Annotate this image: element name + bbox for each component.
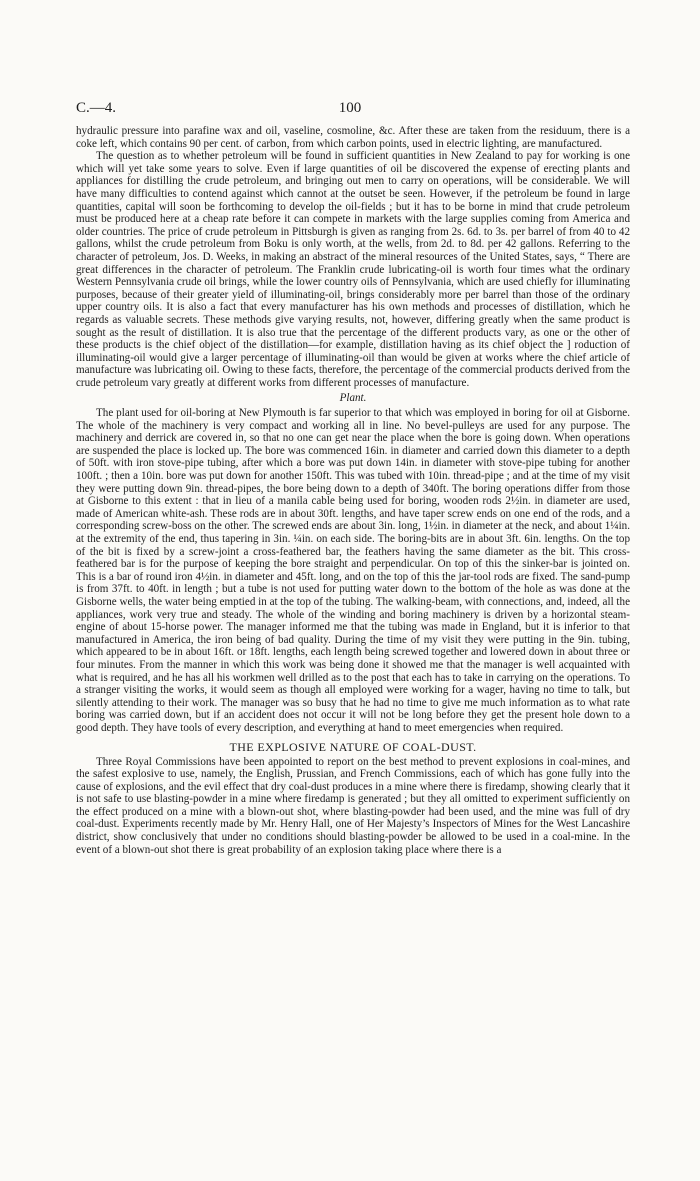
page-header [76, 100, 624, 120]
page-body [76, 125, 630, 856]
section-heading-coal-dust: THE EXPLOSIVE NATURE OF COAL-DUST. [229, 739, 477, 754]
paragraph-plant: The plant used for oil-boring at New Plymouth is far superior to that which was employed in boring for oil at Gisborne. The whole of the machinery is very compact and working all in line. No bevel-pulleys are used for any purpose. The machinery and derrick are covered in, so that no one can get near the place when the bore is going down. When operations are suspended the place is locked up. The bore was commenced 16in. in diameter and carried down this diameter to a depth of 50ft. with iron stove-pipe tubing, after which a bore was put down 14in. in diameter with stove-pipe tubing for another 100ft. ; then a 10in. bore was put down for another 150ft. This was tubed with 10in. thread-pipe ; and at the time of my visit they were putting down 9in. thread-pipes, the bore being down to a depth of 340ft. The boring operations differ from those at Gisborne to this extent : that in lieu of a manila cable being used for boring, wooden rods 2½in. in diameter are used, made of American white-ash. These rods are in about 30ft. lengths, and have taper screw ends on one end of the rods, and a corresponding screw-boss on the other. The screwed ends are about 3in. long, 1½in. in diameter at the neck, and about 1¼in. at the extremity of the end, thus tapering in 3in. ¼in. on each side. The boring-bits are in about 3ft. 6in. lengths. On the top of the bit is fixed by a screw-joint a cross-feathered bar, the feathers having the same diameter as the bit. This cross-feathered bar is for the purpose of keeping the bore straight and perpendicular. On top of this the sinker-bar is jointed on. This is a bar of round iron 4½in. in diameter and 45ft. long, and on the top of this the jar-tool rods are fixed. The sand-pump is from 37ft. to 40ft. in length ; but a tube is not used for putting water down to the bottom of the hole as was done at the Gisborne wells, the water being emptied in at the top of the tubing. The walking-beam, with connections, and, indeed, all the appliances, work very true and steady. The whole of the winding and boring machinery is driven by a horizontal steam-engine of about 15-horse power. The manager informed me that the tubing was made in England, but it is inferior to that manufactured in America, the iron being of bad quality. During the time of my visit they were putting in the 9in. tubing, which appeared to be in about 16ft. or 18ft. lengths, each length being screwed together and lowered down in about three or four minutes. From the manner in which this work was being done it showed me that the manager is well acquainted with what is required, and he has all his workmen well drilled as to the post that each has to take in carrying on the operations. To a stranger visiting the works, it would seem as though all employed were working for a wager, having no time to talk, but silently attending to their work. The manager was so busy that he had no time to give me much information as to what rate boring was carried down, but if an accident does not occur it will not be long before they get the present hole down to a good depth. They have tools of every description, and everything at hand to meet emergencies when required. [76, 407, 630, 734]
document-reference: C.—4. [76, 100, 117, 116]
page-number: 100 [338, 100, 362, 116]
paragraph-petroleum-question: The question as to whether petroleum will be found in sufficient quantities in New Zealand to pay for working is one which will yet take some years to solve. Even if large quantities of oil be discovered the expense of erecting plants and appliances for distilling the crude petroleum, and bringing out men to carry on operations, will be considerable. We will have many difficulties to contend against which cannot at the outset be seen. However, if the petroleum be found in large quantities, capital will soon be forthcoming to develop the oil-fields ; but it has to be borne in mind that crude petroleum must be produced here at a cheap rate before it can compete in markets with the large supplies coming from America and older countries. The price of crude petroleum in Pittsburgh is given as ranging from 2s. 6d. to 3s. per barrel of from 40 to 42 gallons, whilst the crude petroleum from Boku is only worth, at the wells, from 2d. to 8d. per 42 gallons. Referring to the character of petroleum, Jos. D. Weeks, in making an abstract of the mineral resources of the United States, says, “ There are great differences in the character of petroleum. The Franklin crude lubricating-oil is worth four times what the ordinary Western Pennsylvania crude oil brings, while the lower country oils of Pennsylvania, which are used chiefly for illuminating purposes, because of their greater yield of illuminating-oil, brings considerably more per barrel than those of the ordinary upper country oils. It is also a fact that every manufacturer has his own methods and processes of distillation, which he regards as valuable secrets. These methods give varying results, not, however, differing greatly when the same product is sought as the result of distillation. It is also true that the percentage of the different products vary, as one or the other of these products is the chief object of the distillation—for example, distillation having as its chief object the ] roduction of illuminating-oil would give a larger percentage of illuminating-oil than would be given at works where the chief article of manufacture was lubricating oil. Owing to these facts, therefore, the percentage of the commercial products derived from the crude petroleum vary greatly at different works from different processes of manufacture. [76, 150, 630, 389]
paragraph-coal-dust: Three Royal Commissions have been appointed to report on the best method to prevent explosions in coal-mines, and the safest explosive to use, namely, the English, Prussian, and French Commissions, each of which has gone fully into the cause of explosions, and the evil effect that dry coal-dust produces in a mine where there is firedamp, showing clearly that it is not safe to use blasting-powder in a mine where firedamp is generated ; but they all omitted to experiment sufficiently on the effect produced on a mine with a blown-out shot, where blasting-powder had been used, and the mine was full of dry coal-dust. Experiments recently made by Mr. Henry Hall, one of Her Majesty’s Inspectors of Mines for the West Lancashire district, show conclusively that under no conditions should blasting-powder be allowed to be used in a coal-mine. In the event of a blown-out shot there is great probability of an explosion taking place where there is a [76, 755, 630, 856]
paragraph-continuation: hydraulic pressure into parafine wax and oil, vaseline, cosmoline, &c. After these are taken from the residuum, there is a coke left, which contains 90 per cent. of carbon, from which carbon points, used in electric lighting, are manufactured. [76, 125, 630, 150]
section-heading-plant: Plant. [339, 392, 367, 405]
